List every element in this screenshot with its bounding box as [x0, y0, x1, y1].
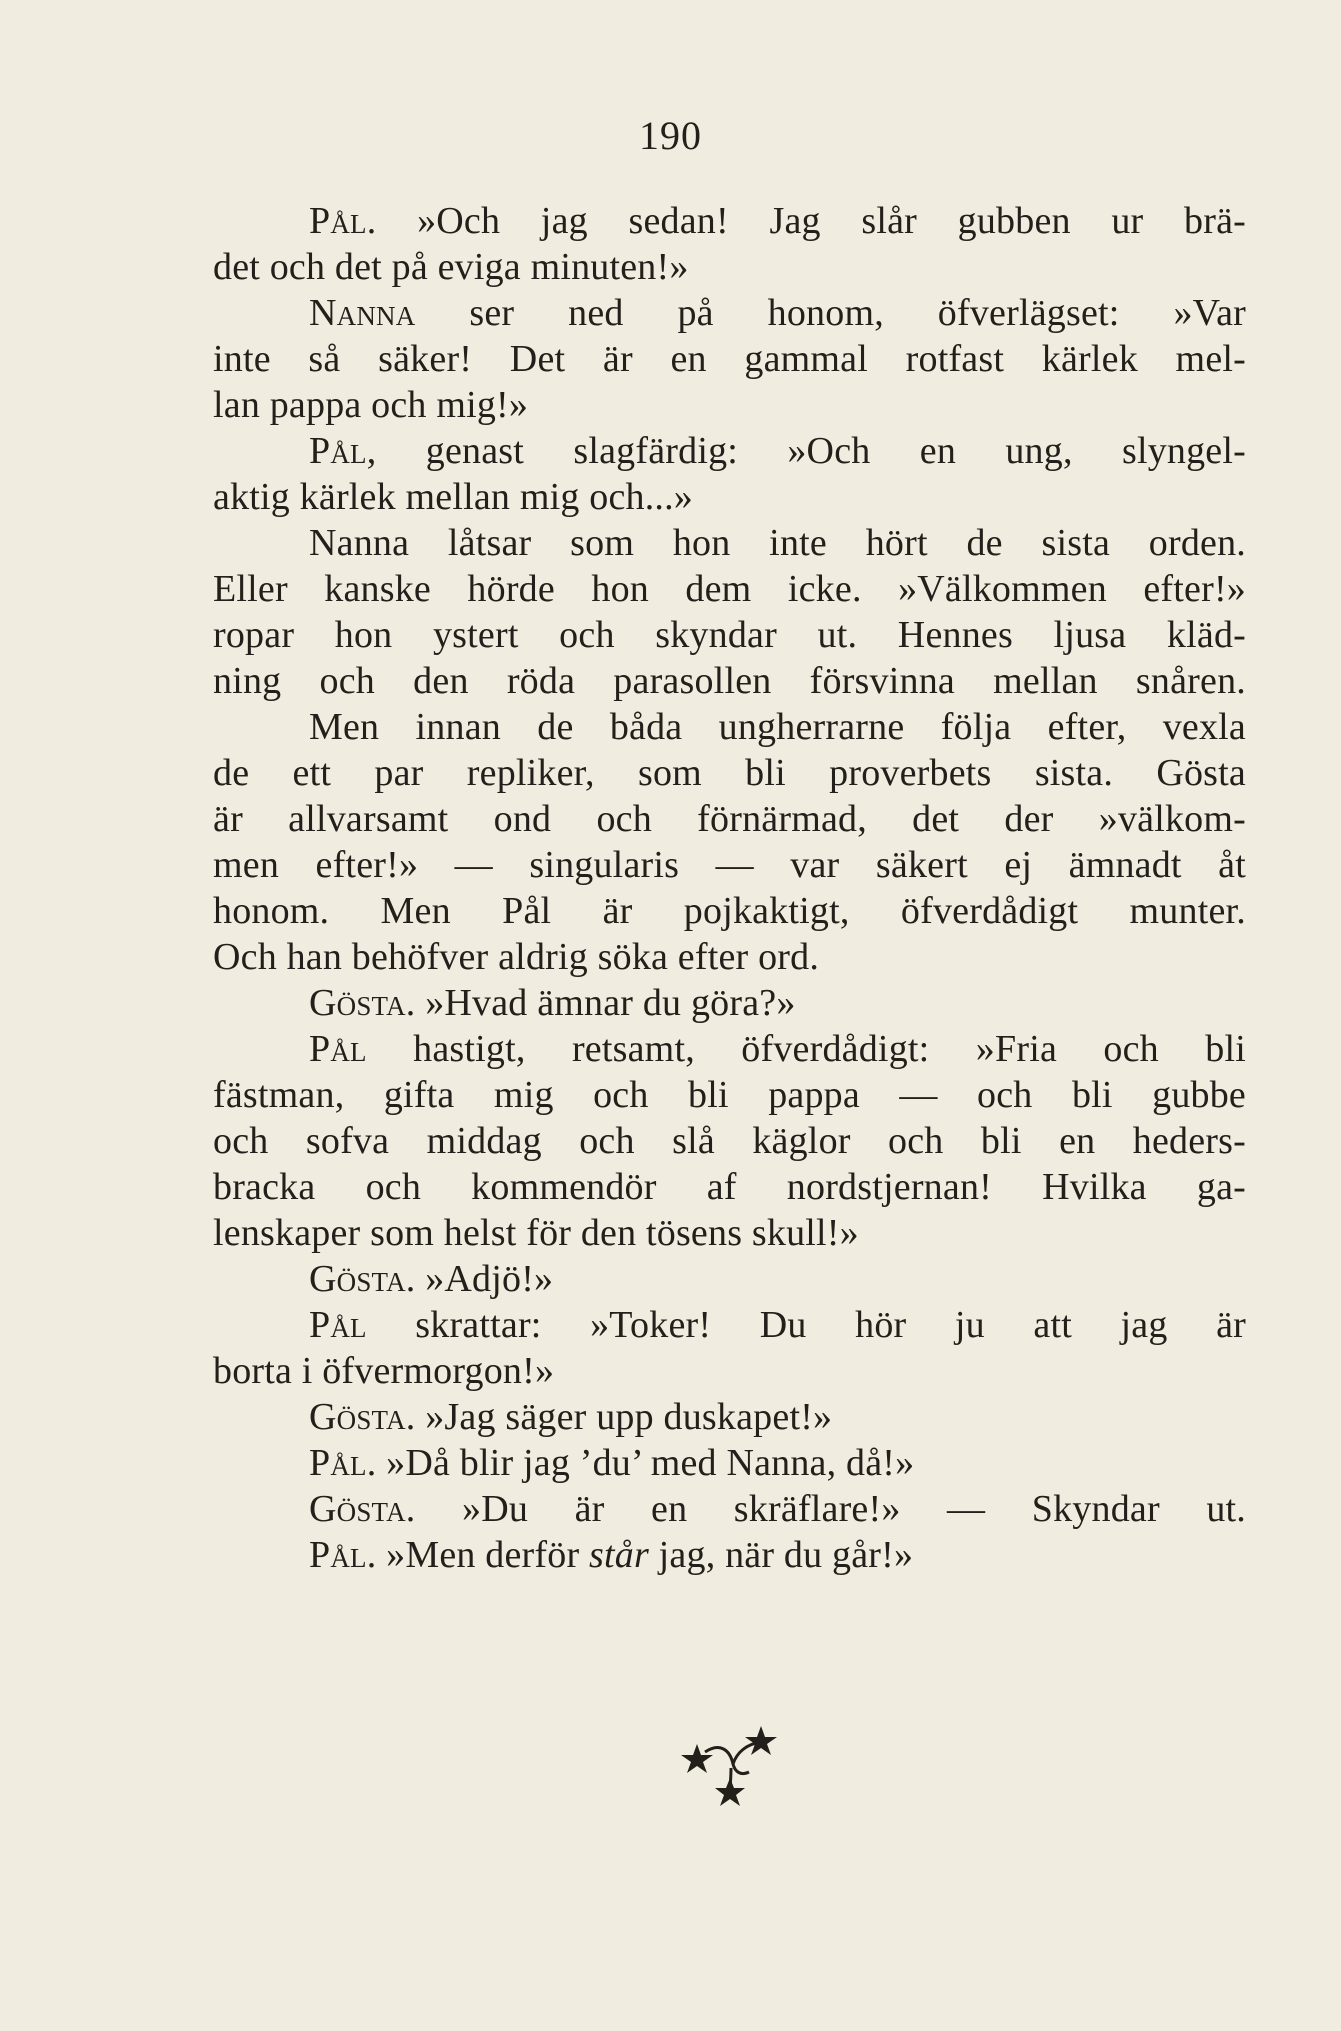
page-number: 190 — [639, 113, 702, 158]
speaker-name: Nanna — [309, 292, 416, 334]
text-segment: Men innan de båda ungherrarne följa efter, vexla — [309, 706, 1246, 748]
text-segment: Eller kanske hörde hon dem icke. »Välkommen efter!» — [213, 568, 1246, 610]
text-segment: »Men derför — [376, 1534, 590, 1576]
text-line — [213, 1394, 1246, 1440]
text-line — [213, 1302, 1246, 1348]
text-segment: är allvarsamt ond och förnärmad, det der »välkom- — [213, 798, 1246, 840]
text-segment: »Och jag sedan! Jag slår gubben ur brä- — [376, 200, 1246, 242]
text-segment: fästman, gifta mig och bli pappa — och bli gubbe — [213, 1074, 1246, 1116]
text-line — [213, 474, 1246, 520]
speaker-name: Pål, — [309, 430, 377, 472]
text-segment: jag, när du går!» — [648, 1534, 914, 1576]
text-line — [213, 934, 1246, 980]
speaker-name: Pål — [309, 1028, 367, 1070]
text-line — [213, 1486, 1246, 1532]
text-segment: ning och den röda parasollen försvinna mellan snåren. — [213, 660, 1246, 702]
text-line — [213, 520, 1246, 566]
text-line — [213, 1210, 1246, 1256]
text-line — [213, 750, 1246, 796]
text-line — [213, 842, 1246, 888]
text-line — [213, 428, 1246, 474]
three-stars-ornament-icon — [675, 1712, 785, 1812]
text-line — [213, 980, 1246, 1026]
speaker-name: Pål. — [309, 1534, 377, 1576]
text-line — [213, 1440, 1246, 1486]
text-line — [213, 796, 1246, 842]
text-segment: genast slagfärdig: »Och en ung, slyngel- — [376, 430, 1246, 472]
text-segment: Och han behöfver aldrig söka efter ord. — [213, 936, 820, 978]
text-line — [213, 1118, 1246, 1164]
speaker-name: Gösta. — [309, 1396, 416, 1438]
text-segment: »Adjö!» — [415, 1258, 554, 1300]
text-segment: »Jag säger upp duskapet!» — [415, 1396, 833, 1438]
text-segment: lan pappa och mig!» — [213, 384, 529, 426]
text-line — [213, 1348, 1246, 1394]
text-line — [213, 1256, 1246, 1302]
text-line — [213, 1164, 1246, 1210]
text-line — [213, 244, 1246, 290]
speaker-name: Pål — [309, 1304, 367, 1346]
text-segment: ropar hon ystert och skyndar ut. Hennes ljusa kläd- — [213, 614, 1246, 656]
text-segment: står — [589, 1534, 649, 1576]
text-segment: honom. Men Pål är pojkaktigt, öfverdådigt munter. — [213, 890, 1246, 932]
text-line — [213, 1026, 1246, 1072]
text-segment: inte så säker! Det är en gammal rotfast kärlek mel- — [213, 338, 1246, 380]
text-line — [213, 336, 1246, 382]
text-segment: de ett par repliker, som bli proverbets sista. Gösta — [213, 752, 1246, 794]
text-line — [213, 290, 1246, 336]
text-segment: »Hvad ämnar du göra?» — [415, 982, 796, 1024]
speaker-name: Gösta. — [309, 1258, 416, 1300]
text-line — [213, 198, 1246, 244]
text-segment: ser ned på honom, öfverlägset: »Var — [415, 292, 1246, 334]
text-line — [213, 658, 1246, 704]
text-line — [213, 566, 1246, 612]
text-line — [213, 704, 1246, 750]
speaker-name: Gösta. — [309, 1488, 416, 1530]
text-segment: men efter!» — singularis — var säkert ej ämnadt åt — [213, 844, 1246, 886]
text-line — [213, 612, 1246, 658]
text-segment: Nanna låtsar som hon inte hört de sista orden. — [309, 522, 1246, 564]
text-segment: det och det på eviga minuten!» — [213, 246, 689, 288]
text-segment: bracka och kommendör af nordstjernan! Hvilka ga- — [213, 1166, 1246, 1208]
text-segment: »Du är en skräflare!» — Skyndar ut. — [415, 1488, 1246, 1530]
play-text — [213, 198, 1246, 1578]
speaker-name: Pål. — [309, 200, 377, 242]
text-segment: hastigt, retsamt, öfverdådigt: »Fria och bli — [366, 1028, 1246, 1070]
text-segment: borta i öfvermorgon!» — [213, 1350, 555, 1392]
text-line — [213, 1072, 1246, 1118]
text-line — [213, 1532, 1246, 1578]
speaker-name: Pål. — [309, 1442, 377, 1484]
text-segment: skrattar: »Toker! Du hör ju att jag är — [366, 1304, 1246, 1346]
speaker-name: Gösta. — [309, 982, 416, 1024]
text-line — [213, 382, 1246, 428]
text-segment: och sofva middag och slå käglor och bli en heders- — [213, 1120, 1246, 1162]
text-segment: »Då blir jag ’du’ med Nanna, då!» — [376, 1442, 915, 1484]
text-segment: aktig kärlek mellan mig och...» — [213, 476, 694, 518]
text-segment: lenskaper som helst för den tösens skull!» — [213, 1212, 859, 1254]
text-line — [213, 888, 1246, 934]
